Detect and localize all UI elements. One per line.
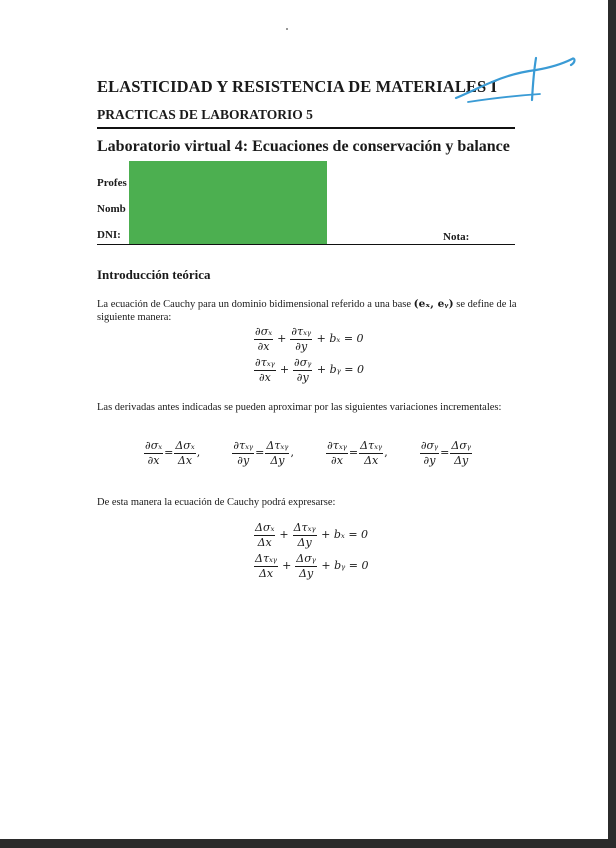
approx-term: $\frac{\text{∂σᵧ}}{\partial y}$ = $\frac{\text{Δσᵧ}}{\Delta y}$ <box>420 439 471 467</box>
fraction: $\frac{\text{Δτₓᵧ}}{\Delta x}$ <box>255 552 278 580</box>
intro-paragraph-3: De esta manera la ecuación de Cauchy podrá expresarse: <box>97 497 336 508</box>
fraction: $\frac{\text{∂σᵧ}}{\partial y}$ <box>294 356 312 384</box>
header-rule <box>97 127 515 129</box>
fraction: $\frac{\text{∂σₓ}}{\partial x}$ <box>255 325 273 353</box>
fraction: $\frac{\text{Δσₓ}}{\Delta x}$ <box>255 521 275 549</box>
fields-rule <box>97 244 515 245</box>
incremental-equation-x: $\frac{\text{Δσₓ}}{\Delta x}$ + $\frac{\text{Δτₓᵧ}}{\Delta y}$ + bₓ = 0 <box>255 521 369 549</box>
cauchy-equation-y: $\frac{\text{∂τₓᵧ}}{\partial x}$ + $\frac{\text{∂σᵧ}}{\partial y}$ + bᵧ = 0 <box>255 356 364 384</box>
handwritten-mark <box>448 52 580 108</box>
cauchy-equation-x: $\frac{\text{∂σₓ}}{\partial x}$ + $\frac{\text{∂τₓᵧ}}{\partial y}$ + bₓ = 0 <box>255 325 364 353</box>
dni-label: DNI: <box>97 229 121 241</box>
equation-tail: + bₓ = 0 <box>321 528 369 542</box>
approx-term: $\frac{\text{∂σₓ}}{\partial x}$ = $\frac{\text{Δσₓ}}{\Delta x}$ , <box>145 439 201 467</box>
signature-stroke <box>456 59 575 98</box>
fraction: $\frac{\text{∂τₓᵧ}}{\partial y}$ <box>291 325 312 353</box>
course-title: ELASTICIDAD Y RESISTENCIA DE MATERIALES I <box>97 77 498 96</box>
p1-text-after: se define de la siguiente manera: <box>97 299 517 323</box>
equation-tail: + bᵧ = 0 <box>321 559 369 573</box>
equation-tail: + bₓ = 0 <box>316 332 364 346</box>
signature-stroke-3 <box>468 94 540 102</box>
intro-paragraph-1 <box>97 298 517 324</box>
scan-edge-right <box>608 0 616 848</box>
nombre-label: Nomb <box>97 203 126 215</box>
approximation-equations <box>143 440 473 466</box>
intro-paragraph-2: Las derivadas antes indicadas se pueden aproximar por las siguientes variaciones incrementales: <box>97 402 502 413</box>
scan-edge-bottom <box>0 839 616 848</box>
incremental-equation-y: $\frac{\text{Δτₓᵧ}}{\Delta x}$ + $\frac{\text{Δσᵧ}}{\Delta y}$ + bᵧ = 0 <box>255 552 369 580</box>
intro-heading: Introducción teórica <box>97 267 211 282</box>
p1-text-before: La ecuación de Cauchy para un dominio bidimensional referido a una base <box>97 299 414 310</box>
lab-title: Laboratorio virtual 4: Ecuaciones de conservación y balance <box>97 138 510 155</box>
approx-term: $\frac{\text{∂τₓᵧ}}{\partial x}$ = $\frac{\text{Δτₓᵧ}}{\Delta x}$ , <box>327 439 388 467</box>
profesor-label: Profes <box>97 177 127 189</box>
equation-tail: + bᵧ = 0 <box>316 363 364 377</box>
nota-label: Nota: <box>443 231 470 243</box>
approx-term: $\frac{\text{∂τₓᵧ}}{\partial y}$ = $\frac{\text{Δτₓᵧ}}{\Delta y}$ , <box>233 439 294 467</box>
practicas-title: PRACTICAS DE LABORATORIO 5 <box>97 107 313 122</box>
scan-speck <box>286 28 288 30</box>
fraction: $\frac{\text{∂τₓᵧ}}{\partial x}$ <box>255 356 275 384</box>
redaction-box <box>129 161 327 244</box>
fraction: $\frac{\text{Δτₓᵧ}}{\Delta y}$ <box>293 521 316 549</box>
fraction: $\frac{\text{Δσᵧ}}{\Delta y}$ <box>296 552 316 580</box>
basis-vectors: (eₓ, eᵧ) <box>413 298 454 310</box>
